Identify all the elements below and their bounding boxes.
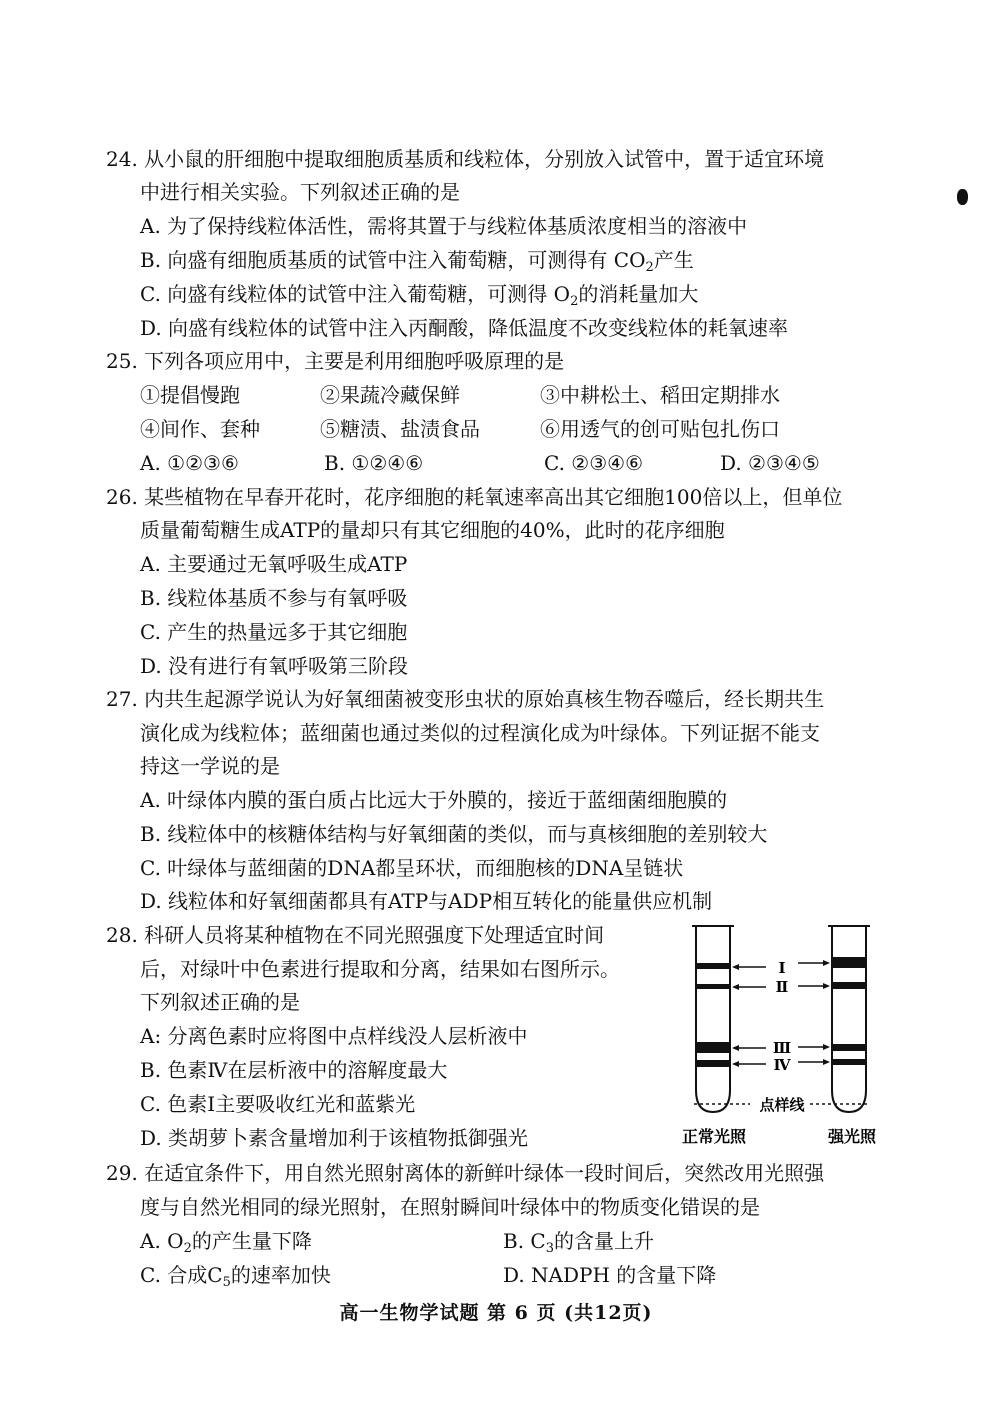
right-band-iii — [833, 1044, 865, 1051]
q24-option-b — [140, 247, 694, 273]
band-label-ii: Ⅱ — [775, 978, 789, 996]
q26-stem-line1: 26. 某些植物在早春开花时，花序细胞的耗氧速率高出其它细胞100倍以上，但单位 — [106, 485, 843, 509]
caption-strong-light: 强光照 — [827, 1127, 877, 1146]
q29-option-c — [140, 1262, 331, 1288]
q24-option-c-text: C. 向盛有线粒体的试管中注入葡萄糖，可测得 O — [140, 282, 571, 306]
q29-option-b-text: B. C — [503, 1229, 546, 1253]
q26-option-b: B. 线粒体基质不参与有氧呼吸 — [140, 586, 408, 610]
q28-option-b: B. 色素Ⅳ在层析液中的溶解度最大 — [140, 1058, 448, 1082]
q29-stem-line2: 度与自然光相同的绿光照射，在照射瞬间叶绿体中的物质变化错误的是 — [140, 1195, 760, 1219]
q29-option-c-text: C. 合成C — [140, 1263, 223, 1287]
q24-option-c-tail: 的消耗量加大 — [578, 282, 699, 306]
q25-item-1: ①提倡慢跑 — [140, 383, 240, 407]
q27-option-a: A. 叶绿体内膜的蛋白质占比远大于外膜的，接近于蓝细菌细胞膜的 — [140, 788, 728, 812]
left-band-iv — [697, 1060, 729, 1067]
band-label-iii: Ⅲ — [772, 1039, 792, 1057]
q29-option-a-tail: 的产生量下降 — [191, 1229, 312, 1253]
q27-stem-line3: 持这一学说的是 — [140, 754, 280, 778]
q29-option-a-text: A. O — [140, 1229, 184, 1253]
q27-option-b: B. 线粒体中的核糖体结构与好氧细菌的类似，而与真核细胞的差别较大 — [140, 822, 768, 846]
q26-option-d: D. 没有进行有氧呼吸第三阶段 — [140, 654, 409, 678]
arrow-ii-right-head — [823, 983, 830, 989]
q24-option-d: D. 向盛有线粒体的试管中注入丙酮酸，降低温度不改变线粒体的耗氧速率 — [140, 316, 789, 340]
q29-option-b-tail: 的含量上升 — [554, 1229, 654, 1253]
q29-option-b-sub: 3 — [545, 1241, 554, 1256]
q24-option-c-sub: 2 — [570, 294, 579, 309]
right-band-iv — [833, 1059, 865, 1065]
band-label-iv: Ⅳ — [773, 1056, 791, 1074]
right-tube — [832, 926, 866, 1112]
left-band-ii — [697, 984, 729, 989]
q24-option-b-tail: 产生 — [653, 248, 694, 272]
q24-option-c — [140, 281, 698, 307]
origin-line-label: 点样线 — [759, 1096, 805, 1114]
q29-option-a — [140, 1228, 312, 1254]
q26-stem-line2: 质量葡萄糖生成ATP的量却只有其它细胞的40%，此时的花序细胞 — [140, 518, 725, 542]
q28-option-d: D. 类胡萝卜素含量增加利于该植物抵御强光 — [140, 1126, 529, 1150]
q26-option-c: C. 产生的热量远多于其它细胞 — [140, 620, 408, 644]
arrow-iv-left-head — [732, 1061, 739, 1067]
q25-item-2: ②果蔬冷藏保鲜 — [320, 383, 460, 407]
q24-option-a: A. 为了保持线粒体活性，需将其置于与线粒体基质浓度相当的溶液中 — [140, 214, 748, 238]
right-band-ii — [833, 982, 865, 989]
q25-item-6: ⑥用透气的创可贴包扎伤口 — [540, 417, 780, 441]
left-tube — [696, 926, 730, 1112]
q25-option-b: B. ①②④⑥ — [324, 451, 424, 475]
q26-option-a: A. 主要通过无氧呼吸生成ATP — [140, 552, 408, 576]
q25-stem: 25. 下列各项应用中，主要是利用细胞呼吸原理的是 — [106, 349, 565, 373]
q25-item-4: ④间作、套种 — [140, 417, 260, 441]
q25-item-5: ⑤糖渍、盐渍食品 — [320, 417, 480, 441]
q28-stem-line1: 28. 科研人员将某种植物在不同光照强度下处理适宜时间 — [106, 923, 605, 947]
q24-option-b-sub: 2 — [645, 260, 654, 275]
q28-option-a: A: 分离色素时应将图中点样线没人层析液中 — [140, 1024, 528, 1048]
chromatography-diagram — [672, 920, 894, 1150]
q25-option-a: A. ①②③⑥ — [140, 451, 239, 475]
arrow-iii-right-head — [823, 1044, 830, 1050]
q28-option-c: C. 色素Ⅰ主要吸收红光和蓝紫光 — [140, 1092, 416, 1116]
q29-option-d: D. NADPH 的含量下降 — [503, 1263, 717, 1287]
q27-stem-line1: 27. 内共生起源学说认为好氧细菌被变形虫状的原始真核生物吞噬后，经长期共生 — [106, 687, 825, 711]
q25-option-d: D. ②③④⑤ — [720, 451, 820, 475]
q28-stem-line2: 后，对绿叶中色素进行提取和分离，结果如右图所示。 — [140, 957, 620, 981]
q27-option-c: C. 叶绿体与蓝细菌的DNA都呈环状，而细胞核的DNA呈链状 — [140, 856, 684, 880]
q27-stem-line2: 演化成为线粒体；蓝细菌也通过类似的过程演化成为叶绿体。下列证据不能支 — [140, 721, 820, 745]
caption-normal-light: 正常光照 — [681, 1127, 747, 1146]
arrow-i-right-head — [823, 960, 830, 966]
arrow-ii-left-head — [732, 984, 739, 990]
q29-stem-line1: 29. 在适宜条件下，用自然光照射离体的新鲜叶绿体一段时间后，突然改用光照强 — [106, 1161, 825, 1185]
q24-stem-line1: 24. 从小鼠的肝细胞中提取细胞质基质和线粒体，分别放入试管中，置于适宜环境 — [106, 147, 825, 171]
arrow-iv-right-head — [823, 1059, 830, 1065]
q29-option-c-tail: 的速率加快 — [230, 1263, 331, 1287]
q27-option-d: D. 线粒体和好氧细菌都具有ATP与ADP相互转化的能量供应机制 — [140, 889, 713, 913]
ink-blot — [957, 189, 968, 205]
arrow-iii-left-head — [732, 1045, 739, 1051]
q28-stem-line3: 下列叙述正确的是 — [140, 990, 300, 1014]
left-band-iii — [697, 1042, 729, 1053]
right-band-i — [833, 957, 865, 968]
q29-option-b — [503, 1228, 654, 1254]
arrow-i-left-head — [732, 964, 739, 970]
q25-item-3: ③中耕松土、稻田定期排水 — [540, 383, 780, 407]
page-footer: 高一生物学试题 第 6 页 (共12页) — [339, 1302, 653, 1324]
band-label-i: Ⅰ — [778, 959, 786, 977]
q29-option-a-sub: 2 — [183, 1241, 192, 1256]
q24-stem-line2: 中进行相关实验。下列叙述正确的是 — [140, 180, 460, 204]
left-band-i — [697, 963, 729, 969]
q29-option-c-sub: 5 — [222, 1275, 231, 1290]
q24-option-b-text: B. 向盛有细胞质基质的试管中注入葡萄糖，可测得有 CO — [140, 248, 646, 272]
q25-option-c: C. ②③④⑥ — [544, 451, 644, 475]
